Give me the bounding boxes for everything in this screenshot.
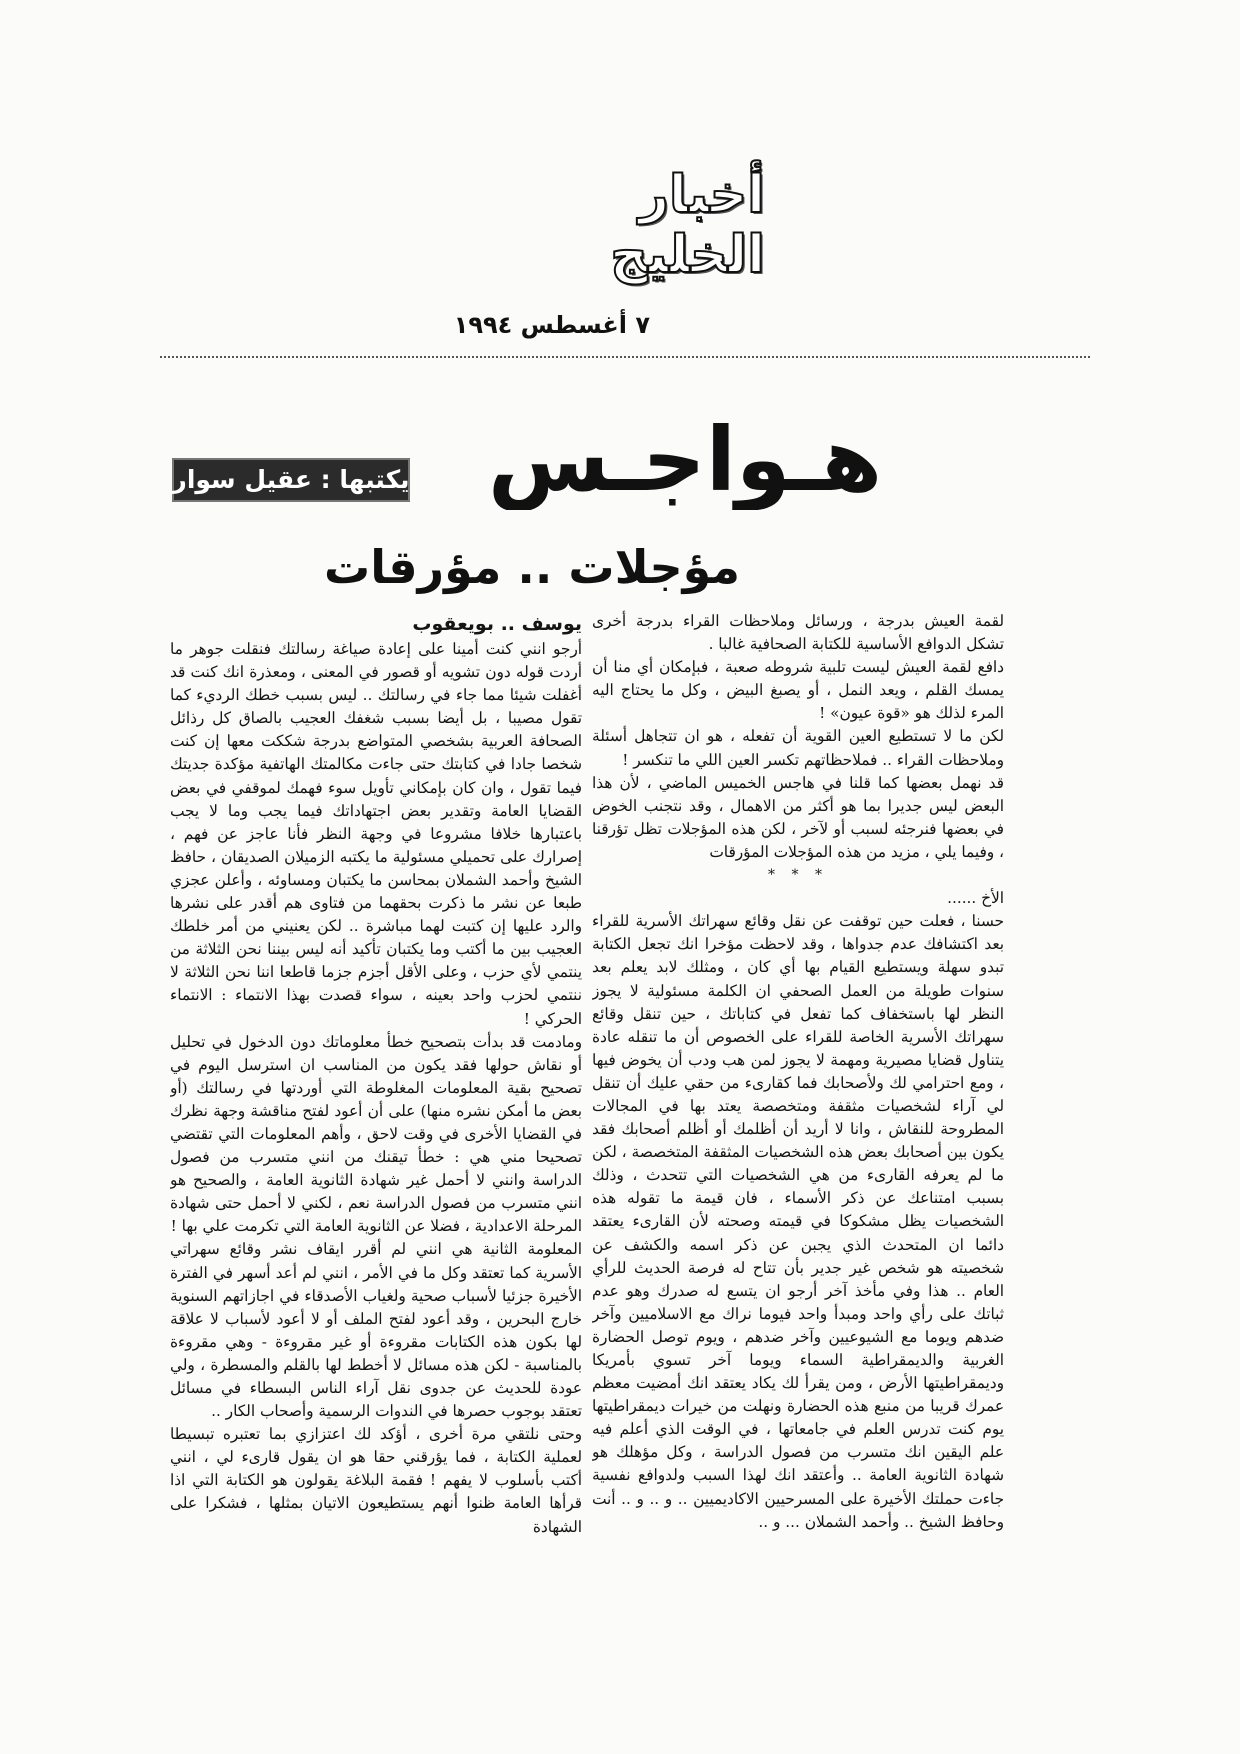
paragraph: وحتى نلتقي مرة أخرى ، أؤكد لك اعتزازي بما تعتبره تبسيطا لعملية الكتابة ، فما يؤرقني حقا هو ان يقول قارىء لي ، انني أكتب بأسلوب لا يفهم ! فقمة البلاغة يقولون هو الكتابة التي اذا قرأها العامة ظنوا أنهم يستطيعون الاتيان بمثلها ، فشكرا على الشهادة bbox=[170, 1425, 582, 1536]
right-column bbox=[592, 610, 1004, 1720]
paragraph: قد نهمل بعضها كما قلنا في هاجس الخميس الماضي ، لأن هذا البعض ليس جديرا بما هو أكثر من الاهمال ، وقد نتجنب الخوض في بعضها فنرجئه لسبب أو لآخر ، لكن هذه المؤجلات تظل تؤرقنا ، وفيما يلي ، مزيد من هذه المؤجلات المؤرقات bbox=[592, 773, 1004, 861]
left-column bbox=[170, 610, 582, 1720]
section-heading: يوسف .. بويعقوب bbox=[412, 613, 582, 635]
paragraph: لقمة العيش بدرجة ، ورسائل وملاحظات القراء بدرجة أخرى تشكل الدوافع الأساسية للكتابة الصحافية غالبا . bbox=[592, 612, 1004, 654]
byline-badge: يكتبها : عقيل سوار bbox=[172, 458, 410, 502]
section-label: الأخ ...... bbox=[947, 889, 1004, 908]
publication-date: ٧ أغسطس ١٩٩٤ bbox=[453, 311, 650, 339]
paragraph: دافع لقمة العيش ليست تلبية شروطه صعبة ، فبإمكان أي منا أن يمسك القلم ، ويعد النمل ، أو يصبغ البيض ، وكل ما يحتاج اليه المرء لذلك هو «قوة عيون» ! bbox=[592, 658, 1004, 723]
column-title: هـواجـس bbox=[487, 410, 883, 510]
paragraph: لكن ما لا تستطيع العين القوية أن تفعله ، هو ان تتجاهل أسئلة وملاحظات القراء .. فملاحظاتهم تكسر العين اللي ما تنكسر ! bbox=[592, 727, 1004, 769]
paragraph: حسنا ، فعلت حين توقفت عن نقل وقائع سهراتك الأسرية للقراء بعد اكتشافك عدم جدواها ، وقد لاحظت مؤخرا انك تجعل الكتابة تبدو سهلة ويستطيع القيام بها أي كان ، ومثلك لابد يعلم بعد سنوات طويلة من العمل الصحفي ان الكلمة مسئولية لا يجوز النظر لها باستخفاف كما تفعل في كتاباتك ، حين تنقل وقائع سهراتك الأسرية الخاصة للقراء على الخصوص أن ما تنقله عادة يتناول قضايا مصيرية ومهمة لا يجوز لمن هب ودب أن يخوض فيها ، ومع احترامي لك ولأصحابك فما كقارىء من حقي عليك أن تنقل لي آراء لشخصيات مثقفة ومتخصصة يعتد بها في المجالات المطروحة للنقاش ، وانا لا أريد أن أظلمك أو أظلم أصحابك فقد يكون بين أصحابك بعض هذه الشخصيات المثقفة المتخصصة ، لكن ما لم يعرفه القارىء من هي الشخصيات التي تتحدث ، وذلك بسبب امتناعك عن ذكر الأسماء ، فان قيمة ما تقوله هذه الشخصيات يظل مشكوكا في قيمته وصحته لأن القارىء يعتقد دائما ان المتحدث الذي يجبن عن ذكر اسمه والكشف عن شخصيته هو شخص غير جدير بأن تتاح له فرصة الحديث للرأي العام .. هذا وفي مأخذ آخر أرجو ان يتسع له صدرك وهو عدم ثباتك على رأي واحد ومبدأ واحد فيوما نراك مع الاسلاميين وآخر ضدهم ويوما مع الشيوعيين وآخر ضدهم ، ويوم توصل الحضارة الغربية والديمقراطية السماء ويوما آخر تسوي بأمريكا وديمقراطيتها الأرض ، ومن يقرأ لك يكاد يعتقد انك أمضيت معظم عمرك قريبا من منبع هذه الحضارة ونهلت من خيرات ديمقراطيتها يوم كنت تدرس العلم في جامعاتها ، في الوقت الذي أعلم فيه علم اليقين انك متسرب من فصول الدراسة ، وكل مؤهلك هو شهادة الثانوية العامة .. وأعتقد انك لهذا السبب ولدوافع نفسية جاءت حملتك الأخيرة على المسرحيين الاكاديميين .. و .. و .. أنت وحافظ الشيخ .. وأحمد الشملان ... و .. bbox=[592, 912, 1004, 1531]
newspaper-masthead-logo: أخبار الخليج bbox=[610, 165, 765, 285]
paragraph: ومادمت قد بدأت بتصحيح خطأ معلوماتك دون الدخول في تحليل أو نقاش حولها فقد يكون من المناسب ان استرسل اليوم في تصحيح بقية المعلومات المغلوطة التي أوردتها في رسالتك (أو بعض ما أمكن نشره منها) على أن أعود لفتح مناقشة وجهة نظرك في القضايا الأخرى في وقت لاحق ، وأهم المعلومات التي تقتضي تصحيحا مني هي : خطأ تيقنك من انني متسرب من فصول الدراسة وانني لا أحمل غير شهادة الثانوية العامة ، والصحيح هو انني متسرب من فصول الدراسة نعم ، لكني لا أحمل حتى شهادة المرحلة الاعدادية ، فضلا عن الثانوية العامة التي تكرمت علي بها ! bbox=[170, 1032, 582, 1236]
dotted-divider bbox=[160, 356, 1090, 358]
section-separator: * * * bbox=[768, 867, 828, 884]
article-headline: مؤجلات .. مؤرقات bbox=[323, 540, 740, 594]
paragraph: أرجو انني كنت أمينا على إعادة صياغة رسالتك فنقلت جوهر ما أردت قوله دون تشويه أو قصور في المعنى ، ومعذرة انك كنت قد أغفلت شيئا مما جاء في رسالتك .. ليس بسبب خطك الرديء كما تقول مصيبا ، بل أيضا بسبب شغفك العجيب بالصاق كل رذائل الصحافة العربية بشخصي المتواضع بدرجة شككت معها إن كنت شخصا جادا في كتابتك حتى جاءت مكالمتك الهاتفية مؤكدة جديتك فيما تقول ، وان كان بإمكاني تأويل سوء فهمك لموقفي في بعض القضايا العامة وتقدير بعض اجتهاداتك فيما يجب وما لا يجب باعتبارها خلافا مشروعا في وجهة النظر فأنا عاجز عن فهم ، إصرارك على تحميلي مسئولية ما يكتبه الزميلان الصديقان ، حافظ الشيخ وأحمد الشملان بمحاسن ما يكتبان ومساوئه ، وأعلن عجزي طبعا عن نشر ما ذكرت بحقهما من فتاوى هم أقدر على نشرها والرد عليها إن كتبت لهما مباشرة .. لكن يعنيني من أمر خلطك العجيب بين ما أكتب وما يكتبان تأكيد أنه ليس بيننا نحن الثلاثة من ينتمي لأي حزب ، وعلى الأقل أجزم جزما قاطعا اننا نحن الثلاثة لا ننتمي لحزب واحد بعينه ، سواء قصدت بهذا الانتماء : الانتماء الحركي ! bbox=[170, 640, 582, 1028]
paragraph: المعلومة الثانية هي انني لم أقرر ايقاف نشر وقائع سهراتي الأسرية كما تعتقد وكل ما في الأمر ، انني لم أعد أسهر في الفترة الأخيرة جزئيا لأسباب صحية ولغياب الأصدقاء في اجازاتهم السنوية خارج البحرين ، وقد أعود لفتح الملف أو لا أعود لأسباب لا علاقة لها بكون هذه الكتابات مقروءة أو غير مقروءة - وهي مقروءة بالمناسبة - لكن هذه مسائل لا أخطط لها بالقلم والمسطرة ، ولي عودة للحديث عن جدوى نقل آراء الناس البسطاء في مسائل تعتقد بوجوب حصرها في الندوات الرسمية وأصحاب الكار .. bbox=[170, 1240, 582, 1421]
